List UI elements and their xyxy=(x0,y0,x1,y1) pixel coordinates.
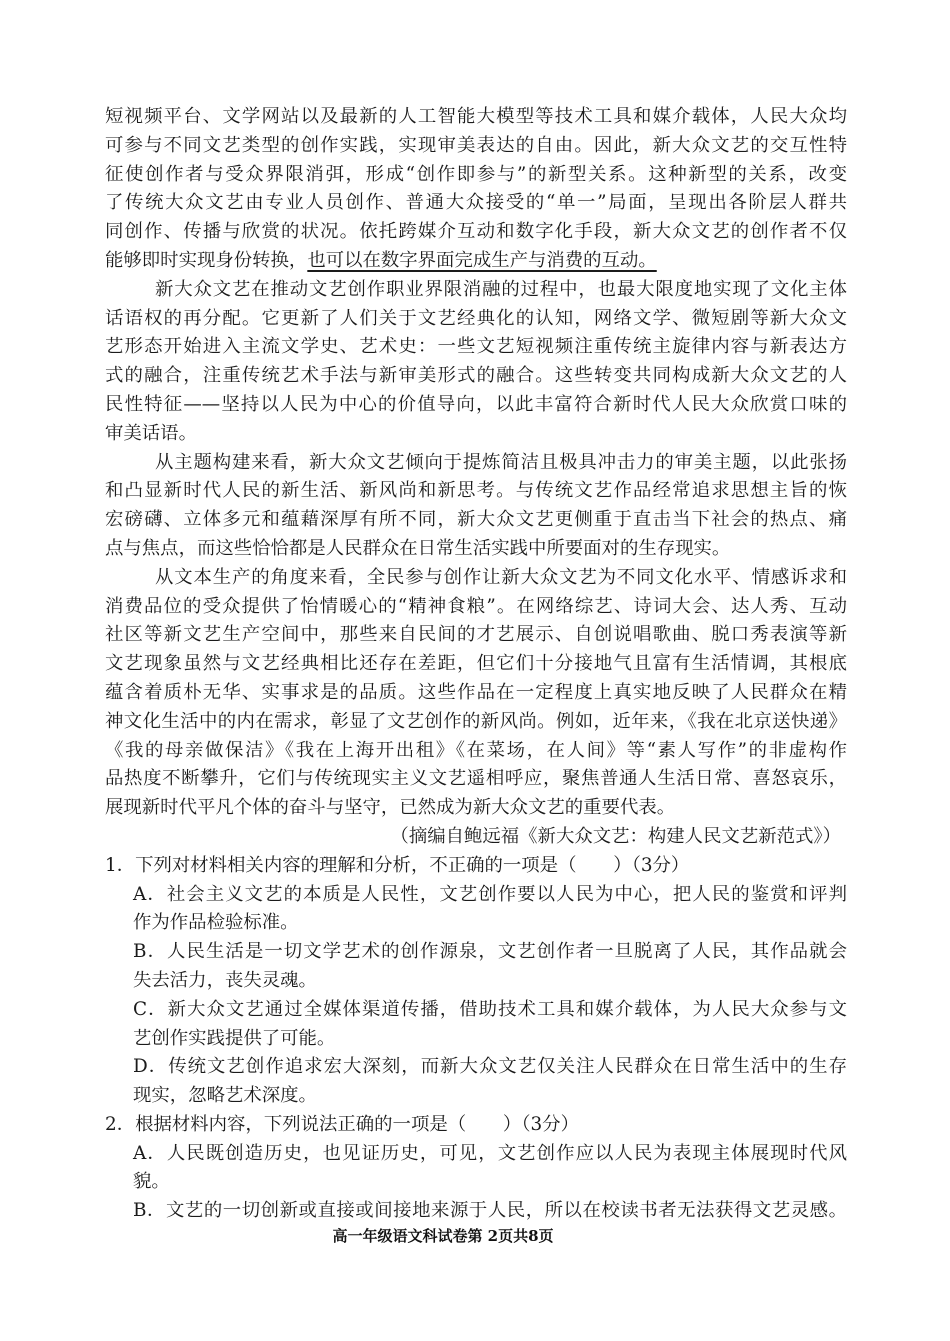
passage-paragraph-4 xyxy=(105,564,847,823)
passage-line: 从主题构建来看，新大众文艺倾向于提炼简洁且极具冲击力的审美主题，以此张扬 xyxy=(155,451,847,473)
option-line: 失去活力，丧失灵魂。 xyxy=(133,969,317,991)
passage-line xyxy=(105,247,847,276)
passage-paragraph-2 xyxy=(105,276,847,449)
option-line: 作为作品检验标准。 xyxy=(133,912,299,934)
passage-line: 话语权的再分配。它更新了人们关于文艺经典化的认知，网络文学、微短剧等新大众文 xyxy=(105,307,847,329)
passage-line: 点与焦点，而这些恰恰都是人民群众在日常生活实践中所要面对的生存现实。 xyxy=(105,537,731,559)
passage-line: 可参与不同文艺类型的创作实践，实现审美表达的自由。因此，新大众文艺的交互性特 xyxy=(105,134,847,156)
passage-line: 短视频平台、文学网站以及最新的人工智能大模型等技术工具和媒介载体，人民大众均 xyxy=(105,106,847,127)
passage-line: 展现新时代平凡个体的奋斗与坚守，已然成为新大众文艺的重要代表。 xyxy=(105,797,676,819)
source-citation: （摘编自鲍远福《新大众文艺：构建人民文艺新范式》） xyxy=(390,825,841,847)
option-line: 现实，忽略艺术深度。 xyxy=(133,1085,317,1107)
passage-line: 艺形态开始进入主流文学史、艺术史：一些文艺短视频注重传统主旋律内容与新表达方 xyxy=(105,336,847,358)
passage-line: 社区等新文艺生产空间中，那些来自民间的才艺展示、自创说唱歌曲、脱口秀表演等新 xyxy=(105,624,847,646)
passage-line: 蕴含着质朴无华、实事求是的品质。这些作品在一定程度上真实地反映了人民群众在精 xyxy=(105,681,847,703)
passage-line: 品热度不断攀升，它们与传统现实主义文艺遥相呼应，聚焦普通人生活日常、喜怒哀乐， xyxy=(105,768,847,790)
option-a xyxy=(105,881,847,939)
passage-line: 了传统大众文艺由专业人员创作、普通大众接受的“单一”局面，呈现出各阶层人群共 xyxy=(105,192,847,214)
page-footer: 高一年级语文科试卷第 2页共8页 xyxy=(332,1227,554,1245)
passage-line: 文艺现象虽然与文艺经典相比还存在差距，但它们十分接地气且富有生活情调，其根底 xyxy=(105,653,847,675)
option-d xyxy=(105,1053,847,1111)
question-stem: 1．下列对材料相关内容的理解和分析，不正确的一项是（ ）（3分） xyxy=(105,854,690,876)
passage-line: 神文化生活中的内在需求，彰显了文艺创作的新风尚。例如，近年来，《我在北京送快递》 xyxy=(105,710,847,732)
option-c xyxy=(105,996,847,1054)
option-b xyxy=(105,938,847,996)
option-b xyxy=(105,1197,847,1226)
underlined-sentence: 也可以在数字界面完成生产与消费的互动。 xyxy=(307,249,657,271)
exam-page-content xyxy=(105,103,847,1226)
passage-line: 审美话语。 xyxy=(105,422,197,444)
passage-line: 《我的母亲做保洁》《我在上海开出租》《在菜场，在人间》等“素人写作”的非虚构作 xyxy=(105,739,847,761)
option-line: 艺创作实践提供了可能。 xyxy=(133,1027,336,1049)
option-a xyxy=(105,1140,847,1198)
option-line: A．社会主义文艺的本质是人民性，文艺创作要以人民为中心，把人民的鉴赏和评判 xyxy=(133,883,847,905)
passage-paragraph-1 xyxy=(105,103,847,276)
passage-line: 民性特征——坚持以人民为中心的价值导向，以此丰富符合新时代人民大众欣赏口味的 xyxy=(105,393,847,415)
option-line: A．人民既创造历史，也见证历史，可见，文艺创作应以人民为表现主体展现时代风 xyxy=(133,1142,847,1164)
question-stem: 2．根据材料内容，下列说法正确的一项是（ ）（3分） xyxy=(105,1113,579,1135)
passage-line: 从文本生产的角度来看，全民参与创作让新大众文艺为不同文化水平、情感诉求和 xyxy=(155,566,847,588)
passage-line: 和凸显新时代人民的新生活、新风尚和新思考。与传统文艺作品经常追求思想主旨的恢 xyxy=(105,480,847,502)
option-line: B．人民生活是一切文学艺术的创作源泉，文艺创作者一旦脱离了人民，其作品就会 xyxy=(133,941,847,963)
option-line: B．文艺的一切创新或直接或间接地来源于人民，所以在校读书者无法获得文艺灵感。 xyxy=(133,1200,847,1222)
passage-line: 征使创作者与受众界限消弭，形成“创作即参与”的新型关系。这种新型的关系，改变 xyxy=(105,163,847,185)
passage-text: 能够即时实现身份转换， xyxy=(105,249,308,271)
question-1 xyxy=(105,852,847,1111)
option-line: 貌。 xyxy=(133,1171,170,1193)
option-line: C．新大众文艺通过全媒体渠道传播，借助技术工具和媒介载体，为人民大众参与文 xyxy=(133,998,847,1020)
passage-line: 新大众文艺在推动文艺创作职业界限消融的过程中，也最大限度地实现了文化主体 xyxy=(155,278,847,300)
passage-line: 同创作、传播与欣赏的状况。依托跨媒介互动和数字化手段，新大众文艺的创作者不仅 xyxy=(105,221,847,243)
option-line: D．传统文艺创作追求宏大深刻，而新大众文艺仅关注人民群众在日常生活中的生存 xyxy=(133,1056,847,1078)
passage-paragraph-3 xyxy=(105,449,847,564)
question-2 xyxy=(105,1111,847,1226)
passage-line: 消费品位的受众提供了怡情暖心的“精神食粮”。在网络综艺、诗词大会、达人秀、互动 xyxy=(105,595,847,617)
passage-line: 宏磅礴、立体多元和蕴藉深厚有所不同，新大众文艺更侧重于直击当下社会的热点、痛 xyxy=(105,509,847,531)
passage-line: 式的融合，注重传统艺术手法与新审美形式的融合。这些转变共同构成新大众文艺的人 xyxy=(105,365,847,387)
